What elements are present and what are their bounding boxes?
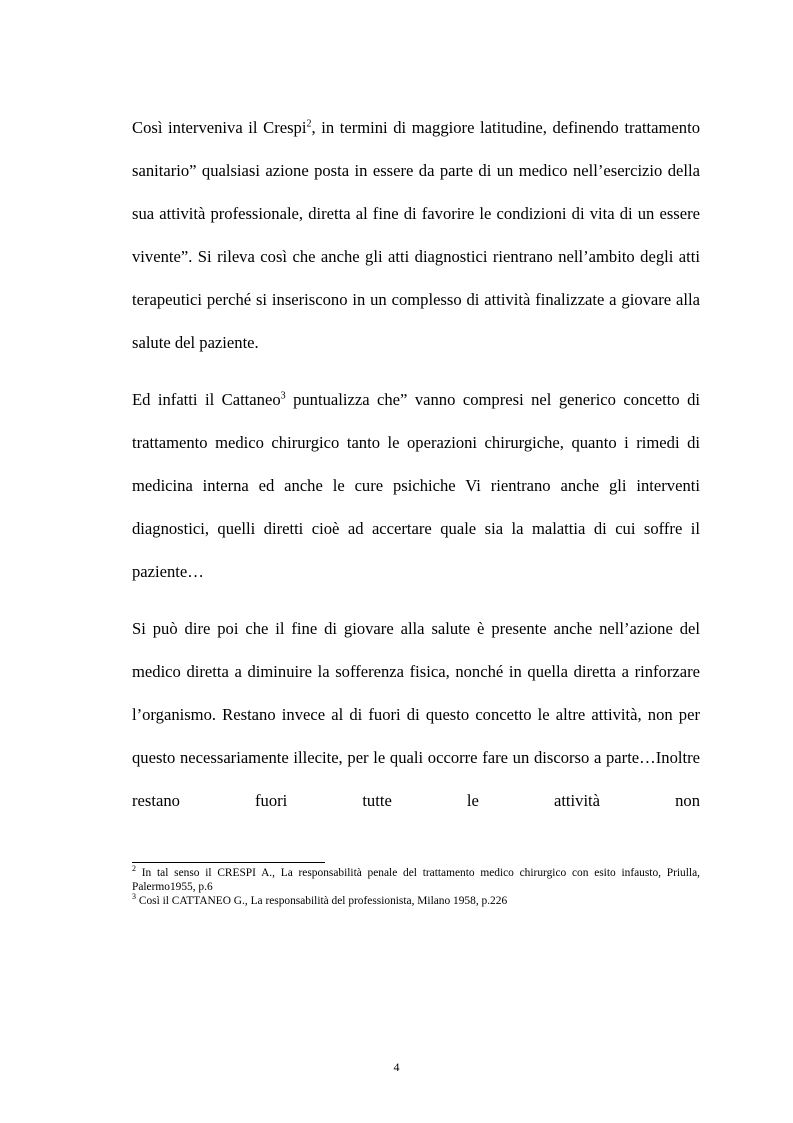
footnote-separator [132,862,325,863]
paragraph-cattaneo [132,378,700,593]
footnote-item [132,894,700,908]
body-text [132,106,700,822]
footnote-reference[interactable]: 3 [280,390,286,402]
paragraph-giovare: Si può dire poi che il fine di giovare alla salute è presente anche nell’azione del medico diretta a diminuire la sofferenza fisica, nonché in quella diretta a rinforzare l’organismo. Restano invece al di fuori di questo concetto le altre attività, non per questo necessariamente illecite, per le quali occorre fare un discorso a parte…Inoltre restano fuori tutte le attività non [132,619,700,810]
paragraph-crespi [132,106,700,364]
paragraph-text: Così interveniva il Crespi [132,118,307,137]
footnote-marker: 2 [132,864,136,874]
paragraph-text: Ed infatti il Cattaneo [132,390,281,409]
footnote-text: In tal senso il CRESPI A., La responsabilità penale del trattamento medico chirurgico con esito infausto, Priulla, Palermo1955, p.6 [132,867,700,893]
footnote-reference[interactable]: 2 [306,118,312,130]
footnote-marker: 3 [132,892,136,902]
footnotes [132,866,700,908]
page-number: 4 [393,1060,400,1074]
paragraph-text: puntualizza che” vanno compresi nel generico concetto di trattamento medico chirurgico tanto le operazioni chirurgiche, quanto i rimedi di medicina interna ed anche le cure psichiche Vi rientrano anche gli interventi diagnostici, quelli diretti cioè ad accertare quale sia la malattia di cui soffre il paziente… [132,390,700,581]
paragraph-text: , in termini di maggiore latitudine, definendo trattamento sanitario” qualsiasi azione posta in essere da parte di un medico nell’esercizio della sua attività professionale, diretta al fine di favorire le condizioni di vita di un essere vivente”. Si rileva così che anche gli atti diagnostici rientrano nell’ambito degli atti terapeutici perché si inseriscono in un complesso di attività finalizzate a giovare alla salute del paziente. [132,118,701,352]
footnote-item [132,866,700,894]
footnote-text: Così il CATTANEO G., La responsabilità del professionista, Milano 1958, p.226 [136,895,508,907]
